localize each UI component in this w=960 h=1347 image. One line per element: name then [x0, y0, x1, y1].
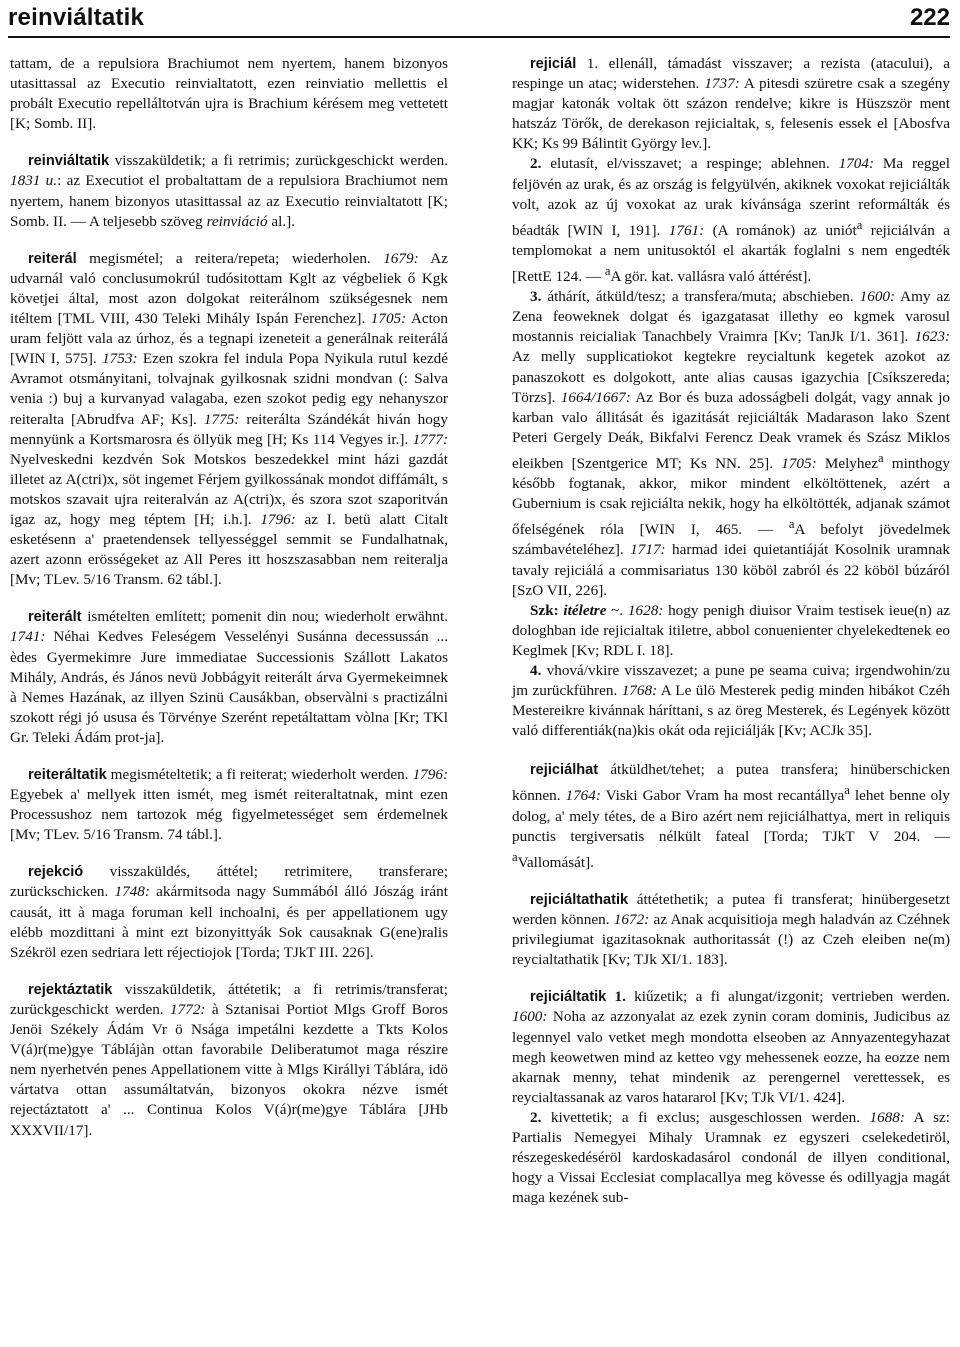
footnote-mark: a [512, 849, 518, 864]
citation-date: 1761: [668, 221, 705, 239]
entry-body [10, 249, 448, 591]
entry-rejekcio [10, 862, 448, 962]
gloss: ellenáll, támadást visszaver; a rezista (atacului), a respinge un atac; widerstehen. [512, 55, 951, 93]
gloss: visszaküldés, áttétel; retrimitere, transferare; zurückschicken. [10, 863, 448, 901]
entry-body [512, 890, 950, 970]
sense-4 [512, 661, 950, 741]
citation-date: 1628: [627, 601, 664, 619]
headword: rejiciál [530, 56, 577, 72]
gloss: kiűzetik; a fi alungat/izgonit; vertrieben werden. [625, 988, 950, 1006]
citation-date: 1705: [781, 454, 817, 472]
citation-date: 1796: [260, 510, 296, 528]
citation-text: Amy az Zena feoweknek dolgat és igazgatasat illethy eo kgmek varosul mostannis reicialiak Tanachbely Vraimra [Kv; TanJk I/1. 361]. [512, 288, 950, 346]
citation-date: 1679: [383, 249, 419, 267]
citation-date: 1775: [203, 410, 240, 428]
headword: rejiciáltathatik [530, 891, 629, 908]
gloss: visszaküldetik, áttétetik; a fi retrimis/transferat; zurückgeschickt werden. [10, 980, 448, 1018]
sense-number: 1. [576, 55, 599, 72]
headword: rejiciálhat [530, 762, 599, 779]
gloss: kivettetik; a fi exclus; ausgeschlossen werden. [541, 1108, 870, 1126]
citation-text: az Anak acquisitioja megh haladván az Czéhnek privilegiumat igazitasoknak authoritassát (!) az Czeh eleiben ne(m) reycialtathatik [Kv; TJk XI/1. 183]. [512, 911, 951, 969]
citation-text: rejiciálván a templomokat a nem unitusoktól el akarták foglalni s nem engedték [RettE 124. — [512, 221, 950, 286]
entry-body [512, 760, 950, 873]
citation-text: Ezen szokra fel indula Popa Nyikula rutul kezdé Avramot otsmányitani, tolvajnak gyilkosnak szidni mondvan (: Salva venia :) buj a kurvanyad valagaba, ezen szokot pedig egy nehanyszor reiteralta [Abrudfva AF; Ks]. [10, 350, 448, 428]
citation-date: 1664/1667: [560, 388, 631, 406]
right-column [512, 54, 950, 1225]
entry-rejektaztatik [10, 980, 448, 1141]
running-head: reinviáltatik [8, 4, 144, 31]
entry-body [10, 151, 448, 231]
page-number: 222 [909, 4, 950, 31]
entry-text: tattam, de a repulsiora Brachiumot nem nyertem, hanem bizonyos utasittassal az Executio reinvialtatott, ezen reinviatio mellettis el probált Executio repelláltotván ujra is Brachium kérésem meg vettetett [K; Somb. II]. [10, 55, 448, 133]
citation-date: 1717: [630, 541, 666, 559]
citation-text: harmad idei quietantiáját Kosolnik uramnak tavaly rejiciálá a commisariatus 130 köböl zabról és 22 köböl búzáról [SzO VII, 226]. [512, 541, 950, 599]
entry-rejicial [512, 54, 950, 741]
headword: rejiciáltatik [530, 989, 607, 1006]
footnote-mark: a [856, 217, 863, 232]
citation-date: 1600: [859, 288, 896, 306]
citation-text: : az Executiot el probaltattam de a repulsiora Brachiumot nem nyertem, hanem bizonyos utasittassal az az Executio reinvialtatott [K; Somb. II. — A teljesebb szöveg [10, 172, 448, 230]
footnote-mark: a [788, 517, 795, 532]
headword: reiteráltatik [28, 767, 107, 783]
headword: reiterál [28, 250, 77, 267]
citation-date: 1704: [838, 155, 874, 173]
citation-date: 1600: [512, 1008, 548, 1026]
gloss: áthárít, átküld/tesz; a transfera/muta; abschieben. [541, 288, 860, 306]
citation-date: 1623: [914, 328, 950, 346]
citation-text: Nyelveskedni kezdvén Sok Motskos beszedekkel mint házi gazdát illetet az A(ctri)x, söt ingemet Férjem gyilkossának mondot diffámált, s motskos szavait ujra reiteralván az A(ctri)x, és szora szot szaporitván igaz az, hogy meg téptem [H; i.h.]. [10, 450, 448, 528]
citation-text: Melyhez [816, 454, 878, 472]
citation-date: 1705: [370, 310, 407, 328]
headword: rejektáztatik [28, 981, 113, 998]
sense-number: 1. [606, 988, 626, 1006]
headword: rejekció [28, 864, 84, 881]
citation-date: 1764: [565, 787, 601, 805]
header-rule [8, 36, 950, 38]
sense-number: 2. [530, 1108, 542, 1126]
footnote-mark: a [877, 450, 884, 465]
entry-gap [512, 741, 950, 760]
gloss: megismételtetik; a fi reiterat; wiederholt werden. [106, 766, 413, 783]
entry-reinvialtatik [10, 151, 448, 231]
headword: reinviáltatik [28, 153, 110, 170]
citation-text: A befolyt jövedelmek számbavételéhez]. [512, 521, 950, 559]
phrase-term: itéletre [558, 601, 607, 619]
entry-reiteraltatik [10, 765, 448, 845]
citation-text: Noha az azzonyalat az ezek zynin coram dominis, Judicibus az legennyel valo vetket megh mondotta elseoben az Annyazentegyhazat megh keowetwen mind az ketteo vgy mehessenek eozze, ha eozze nem akarnak menny, tehat mindenik az perengernel verettessek, es reycialtassanak az varos hatararol [Kv; TJk VI/1. 424]. [512, 1008, 950, 1106]
gloss: visszaküldetik; a fi retrimis; zurückgeschickt werden. [109, 152, 448, 170]
citation-text: az I. betü alatt Citalt esketésenn a' praetendensek tellyességgel semmit se Fundalhatnak, azert azonn erösségeket az All Peres itt hoszszasabban nem reiteralja [Mv; TLev. 5/16 Transm. 62 tábl.]. [10, 510, 448, 589]
citation-text: Vallomását]. [517, 853, 594, 871]
entry-body [10, 765, 448, 845]
sense-number: 2. [530, 155, 542, 173]
sense-2 [512, 154, 950, 287]
gloss: megismétel; a reitera/repeta; wiederholen. [76, 249, 384, 267]
sense-3 [512, 287, 950, 601]
citation-date: 1741: [10, 628, 46, 646]
citation-date: 1688: [869, 1108, 905, 1126]
entry-body [10, 980, 448, 1141]
sense-number: 3. [530, 288, 542, 306]
citation-text: Ma reggel feljövén az urak, és az ország is felgyülvén, akiknek voxokat rejiciálták volt, azok az új voxokat az urak kívánsága szerint reformálták és béadták [WIN I, 191]. [512, 155, 950, 239]
citation-text: minthogy később fogtanak, akkor, mikor mindent elköltöttenek, azért a Gubernium is csak rejiciálta nekik, hogy ha elköltötték, adjanak számot őfelségének róla [WIN I, 465. — [512, 454, 950, 539]
entry-body [10, 862, 448, 962]
citation-date: 1796: [412, 766, 448, 783]
citation-text: Az melly supplicatiokot kegtekre reycialtunk kegetek azokot az panaszokott es dolgokott, ante alias causas igazychia [Csíkszereda; Törzs]. [512, 348, 950, 406]
gloss: áttétethetik; a putea fi transferat; hinübergesetzt werden können. [512, 890, 950, 929]
citation-text: A pitesdi szüretre csak a szegény magjar katonák voltak ött százon rendelve; kikre is Hüszször ment hatszáz Törők, de derekason rejicialtak, s, felesenis essek el [Abosfva KK; Ks 99 Bálintit György lev.]. [512, 75, 950, 153]
entry-body [512, 54, 950, 154]
citation-text: A sz: Partialis Nemegyei Mihaly Uramnak ez egyszeri cselekedetiröl, részegeskedéséröl kardoskadasárol condonál de illyen conditional, hogy a Vissai Ecclesiat complacallya meg kövesse és odillyagja magát maga kezének sub- [512, 1108, 950, 1207]
citation-date: 1831 u. [10, 172, 58, 190]
phrase-tilde: ~. [606, 601, 628, 619]
sense-number: 4. [530, 661, 542, 679]
citation-text: A Le ülö Mesterek pedig minden hibákot Czéh Mestereikre kivánnak háríttani, s az öreg Mesterek, és Legények között való differentiák(na)kis okát oda rejiciálják [Kv; ACJk 35]. [512, 682, 950, 740]
citation-text: Egyebek a' mellyek itten ismét, meg ismét reiteraltatnak, mint ezen Processushoz nem tartozok még figyelmetességet sem érdemelnek [Mv; TLev. 5/16 Transm. 74 tábl.]. [10, 786, 448, 844]
citation-text: Az udvarnál való conclusumokrúl tudósitottam Kglt az végbeliek ő Kgk követjei által, most azon dolgokat reiterálnom szükségesnek nem itéltem [TML VIII, 430 Teleki Mihály Ispán Ferenchez]. [10, 249, 448, 328]
citation-text: Az Bor és buza adosságbeli dolgát, vagy annak jo karban valo állitását és igazitását rejiciálták Madarason lako Szent Peteri Gergely Deák, Bikfalvi Ferencz Deak vramek és Szász Miklos eleikben [Szentgerice MT; Ks NN. 25]. [512, 388, 951, 472]
citation-text: al.]. [267, 212, 296, 230]
entry-rejicialtathatik [512, 890, 950, 970]
citation-text: A gör. kat. vallásra való áttérést]. [610, 268, 812, 286]
citation-text: à Sztanisai Portiot Mlgs Groff Boros Jenöi Székely Ádám Vr ö Nsága impetálni kezdette a Tkts Kolos V(á)r(me)gye Táblájàn ottan favorabile Deliberatumot maga részire nem nyerhetvén penes Appellationem vitte à Mlgs Királlyi Táblára, idö vártatva ottan assumáltatván, bizonyos okokra nézve ismét rejectáztatott a' ... Continua Kolos V(á)r(me)gye Táblára [JHb XXXVII/17]. [10, 1000, 448, 1139]
cross-reference: reinviáció [206, 212, 268, 230]
left-column [10, 54, 448, 1158]
citation-text: Acton uram feljött vala az úrhoz, és a tegnapi izeneteit a generálnak reiterálá [WIN I, 575]. [10, 310, 448, 368]
entry-body [10, 607, 448, 748]
citation-date: 1753: [102, 350, 138, 368]
gloss: elutasít, el/visszavet; a respinge; ablehnen. [541, 155, 839, 173]
entry-reiteral [10, 249, 448, 591]
footnote-mark: a [844, 783, 850, 798]
citation-text: akármitsoda nagy Summából álló Jószág iránt causát, itt à maga foruman kell inchoalni, és per appellationem ugy elébb mozdittani à mint ezt bizonyittyák Sok causaknak G(ene)ralis Székröl ezen sedriara lett réjectiojok [Torda; TJkT III. 226]. [10, 883, 448, 961]
citation-date: 1768: [621, 682, 658, 700]
phrase-label: Szk: [530, 601, 559, 619]
gloss: vhová/vkire visszavezet; a pune pe seama cuiva; irgendwohin/zu jm zurückführen. [512, 661, 950, 700]
headword: reiterált [28, 609, 82, 626]
entry-rejicialtatik [512, 987, 950, 1208]
gloss: átküldhet/tehet; a putea transfera; hinüberschicken können. [512, 761, 950, 805]
entry-continuation [10, 54, 448, 134]
citation-date: 1772: [170, 1000, 206, 1018]
sense-2 [512, 1108, 950, 1208]
citation-date: 1748: [114, 883, 150, 901]
footnote-mark: a [604, 264, 611, 278]
citation-text: hogy penigh diuisor Vraim testisek ieue(n) az dologhban ide rejicialtak itiletre, abbol conuenienter chyelekedtenek eo Keglmek [Kv; RDL I. 18]. [512, 601, 950, 659]
citation-text: Viski Gabor Vram ha most recantállya [600, 787, 845, 805]
citation-text: (A románok) az uniót [704, 221, 857, 239]
citation-date: 1737: [704, 75, 740, 93]
page-header [8, 0, 950, 38]
entry-reiteralt [10, 607, 448, 748]
citation-text: reiterálta Szándékát hiván hogy mennyünk a Kortsmarosra és öllyük meg [H; Ks 114 Vegyes ir.]. [10, 410, 448, 448]
citation-date: 1672: [613, 911, 650, 929]
entry-body [512, 987, 950, 1108]
citation-text: lehet benne oly dolog, a' mely tétes, de a Biro azért nem rejiciálhattya, mert in reliquis punctis tergiversatis nélkült fateal [Torda; TJkT V 204. — [512, 787, 950, 845]
phrase-szk [512, 601, 950, 661]
gloss: ismételten említett; pomenit din nou; wiederholt erwähnt. [81, 608, 448, 626]
citation-date: 1777: [412, 430, 448, 448]
citation-text: Néhai Kedves Feleségem Vesselényi Susánna decessussán ... èdes Gyermekimre Jure immediatae Successionis Szállott Lakatos Mihály, András, és János nevü Jobbágyit reiterált árva Gyermekeimnek à Nemes Hazának, az illyen Szinü Causákban, observàlni s practizálni szokott régi jó ususa és Törvénye Szerént repetáltattam vòlna [Kr; TKl Gr. Teleki Ádám prot-ja]. [10, 628, 448, 746]
entry-rejicialhat [512, 760, 950, 873]
